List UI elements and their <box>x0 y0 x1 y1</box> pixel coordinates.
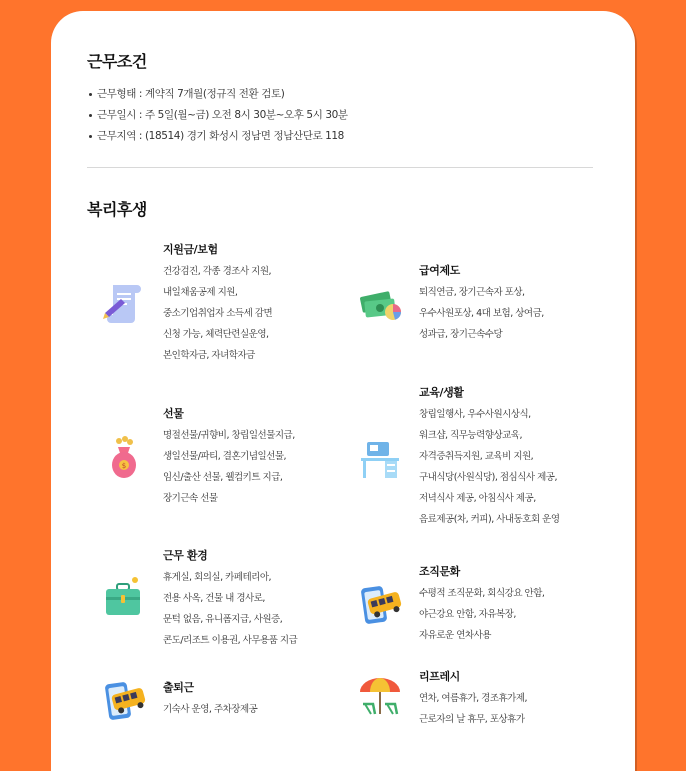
gift-pouch-icon <box>101 435 147 481</box>
benefit-line: 장기근속 선물 <box>163 493 218 504</box>
benefit-line: 기숙사 운영, 주차장제공 <box>163 704 258 715</box>
benefit-text <box>163 547 297 651</box>
scroll-pen-icon <box>101 279 147 325</box>
benefit-line: 내일채움공제 지원, <box>163 287 238 298</box>
benefit-line: 자유로운 연차사용 <box>419 630 491 641</box>
benefit-line: 음료제공(차, 커피), 사내동호회 운영 <box>419 514 560 525</box>
work-condition-item: 근무일시 : 주 5일(월~금) 오전 8시 30분~오후 5시 30분 <box>89 105 348 126</box>
beach-umbrella-icon <box>357 674 403 720</box>
benefit-text <box>163 405 295 509</box>
work-condition-item: 근무지역 : (18514) 경기 화성시 정남면 정남산단로 118 <box>89 126 348 147</box>
benefit-line: 창립일행사, 우수사원시상식, <box>419 409 531 420</box>
benefit-text <box>163 241 272 366</box>
benefit-text <box>419 384 560 530</box>
benefit-title: 교육/생활 <box>419 386 464 399</box>
job-detail-card <box>51 11 635 771</box>
benefit-line: 명절선물/귀향비, 창립일선물지급, <box>163 430 295 441</box>
benefit-line: 성과급, 장기근속수당 <box>419 329 503 340</box>
section-divider <box>87 167 593 168</box>
benefit-text <box>419 668 527 730</box>
money-icon <box>357 282 403 328</box>
benefit-line: 전용 사옥, 건물 내 경사로, <box>163 593 265 604</box>
benefit-title: 급여제도 <box>419 264 460 277</box>
work-condition-item: 근무형태 : 계약직 7개월(정규직 전환 검토) <box>89 84 348 105</box>
benefit-line: 야근강요 안함, 자유복장, <box>419 609 516 620</box>
benefit-text <box>419 563 544 646</box>
benefit-line: 저녁식사 제공, 아침식사 제공, <box>419 493 536 504</box>
benefit-line: 구내식당(사원식당), 점심식사 제공, <box>419 472 557 483</box>
work-conditions-title: 근무조건 <box>87 52 147 71</box>
benefit-line: 중소기업취업자 소득세 감면 <box>163 308 273 319</box>
benefit-line: 신청 가능, 체력단련실운영, <box>163 329 269 340</box>
benefit-line: 근로자의 날 휴무, 포상휴가 <box>419 714 525 725</box>
benefit-line: 자격증취득지원, 교육비 지원, <box>419 451 534 462</box>
desk-icon <box>357 436 403 482</box>
bus-icon <box>101 679 147 725</box>
benefit-line: 콘도/리조트 이용권, 사무용품 지급 <box>163 635 298 646</box>
welfare-title: 복리후생 <box>87 200 147 219</box>
benefit-line: 생일선물/파티, 결혼기념일선물, <box>163 451 287 462</box>
benefit-line: 퇴직연금, 장기근속자 포상, <box>419 287 525 298</box>
benefit-line: 임신/출산 선물, 웰컴키트 지급, <box>163 472 283 483</box>
benefit-line: 우수사원포상, 4대 보험, 상여금, <box>419 308 544 319</box>
work-conditions-list <box>89 84 348 147</box>
benefit-line: 연차, 여름휴가, 경조휴가제, <box>419 693 528 704</box>
benefit-text <box>419 262 544 345</box>
briefcase-icon <box>101 575 147 621</box>
benefit-line: 본인학자금, 자녀학자금 <box>163 350 255 361</box>
benefit-text <box>163 679 257 720</box>
svg-text:$: $ <box>121 462 127 470</box>
benefit-line: 워크샵, 직무능력향상교육, <box>419 430 523 441</box>
benefit-line: 휴게실, 회의실, 카페테리아, <box>163 572 272 583</box>
benefit-title: 출퇴근 <box>163 681 194 694</box>
benefit-title: 조직문화 <box>419 565 460 578</box>
benefit-line: 건강검진, 각종 경조사 지원, <box>163 266 272 277</box>
bus-icon <box>357 583 403 629</box>
benefit-title: 지원금/보험 <box>163 243 218 256</box>
benefit-line: 문턱 없음, 유니폼지급, 사원증, <box>163 614 283 625</box>
benefit-title: 근무 환경 <box>163 549 208 562</box>
benefit-title: 리프레시 <box>419 670 460 683</box>
benefit-title: 선물 <box>163 407 184 420</box>
benefit-line: 수평적 조직문화, 회식강요 안함, <box>419 588 545 599</box>
